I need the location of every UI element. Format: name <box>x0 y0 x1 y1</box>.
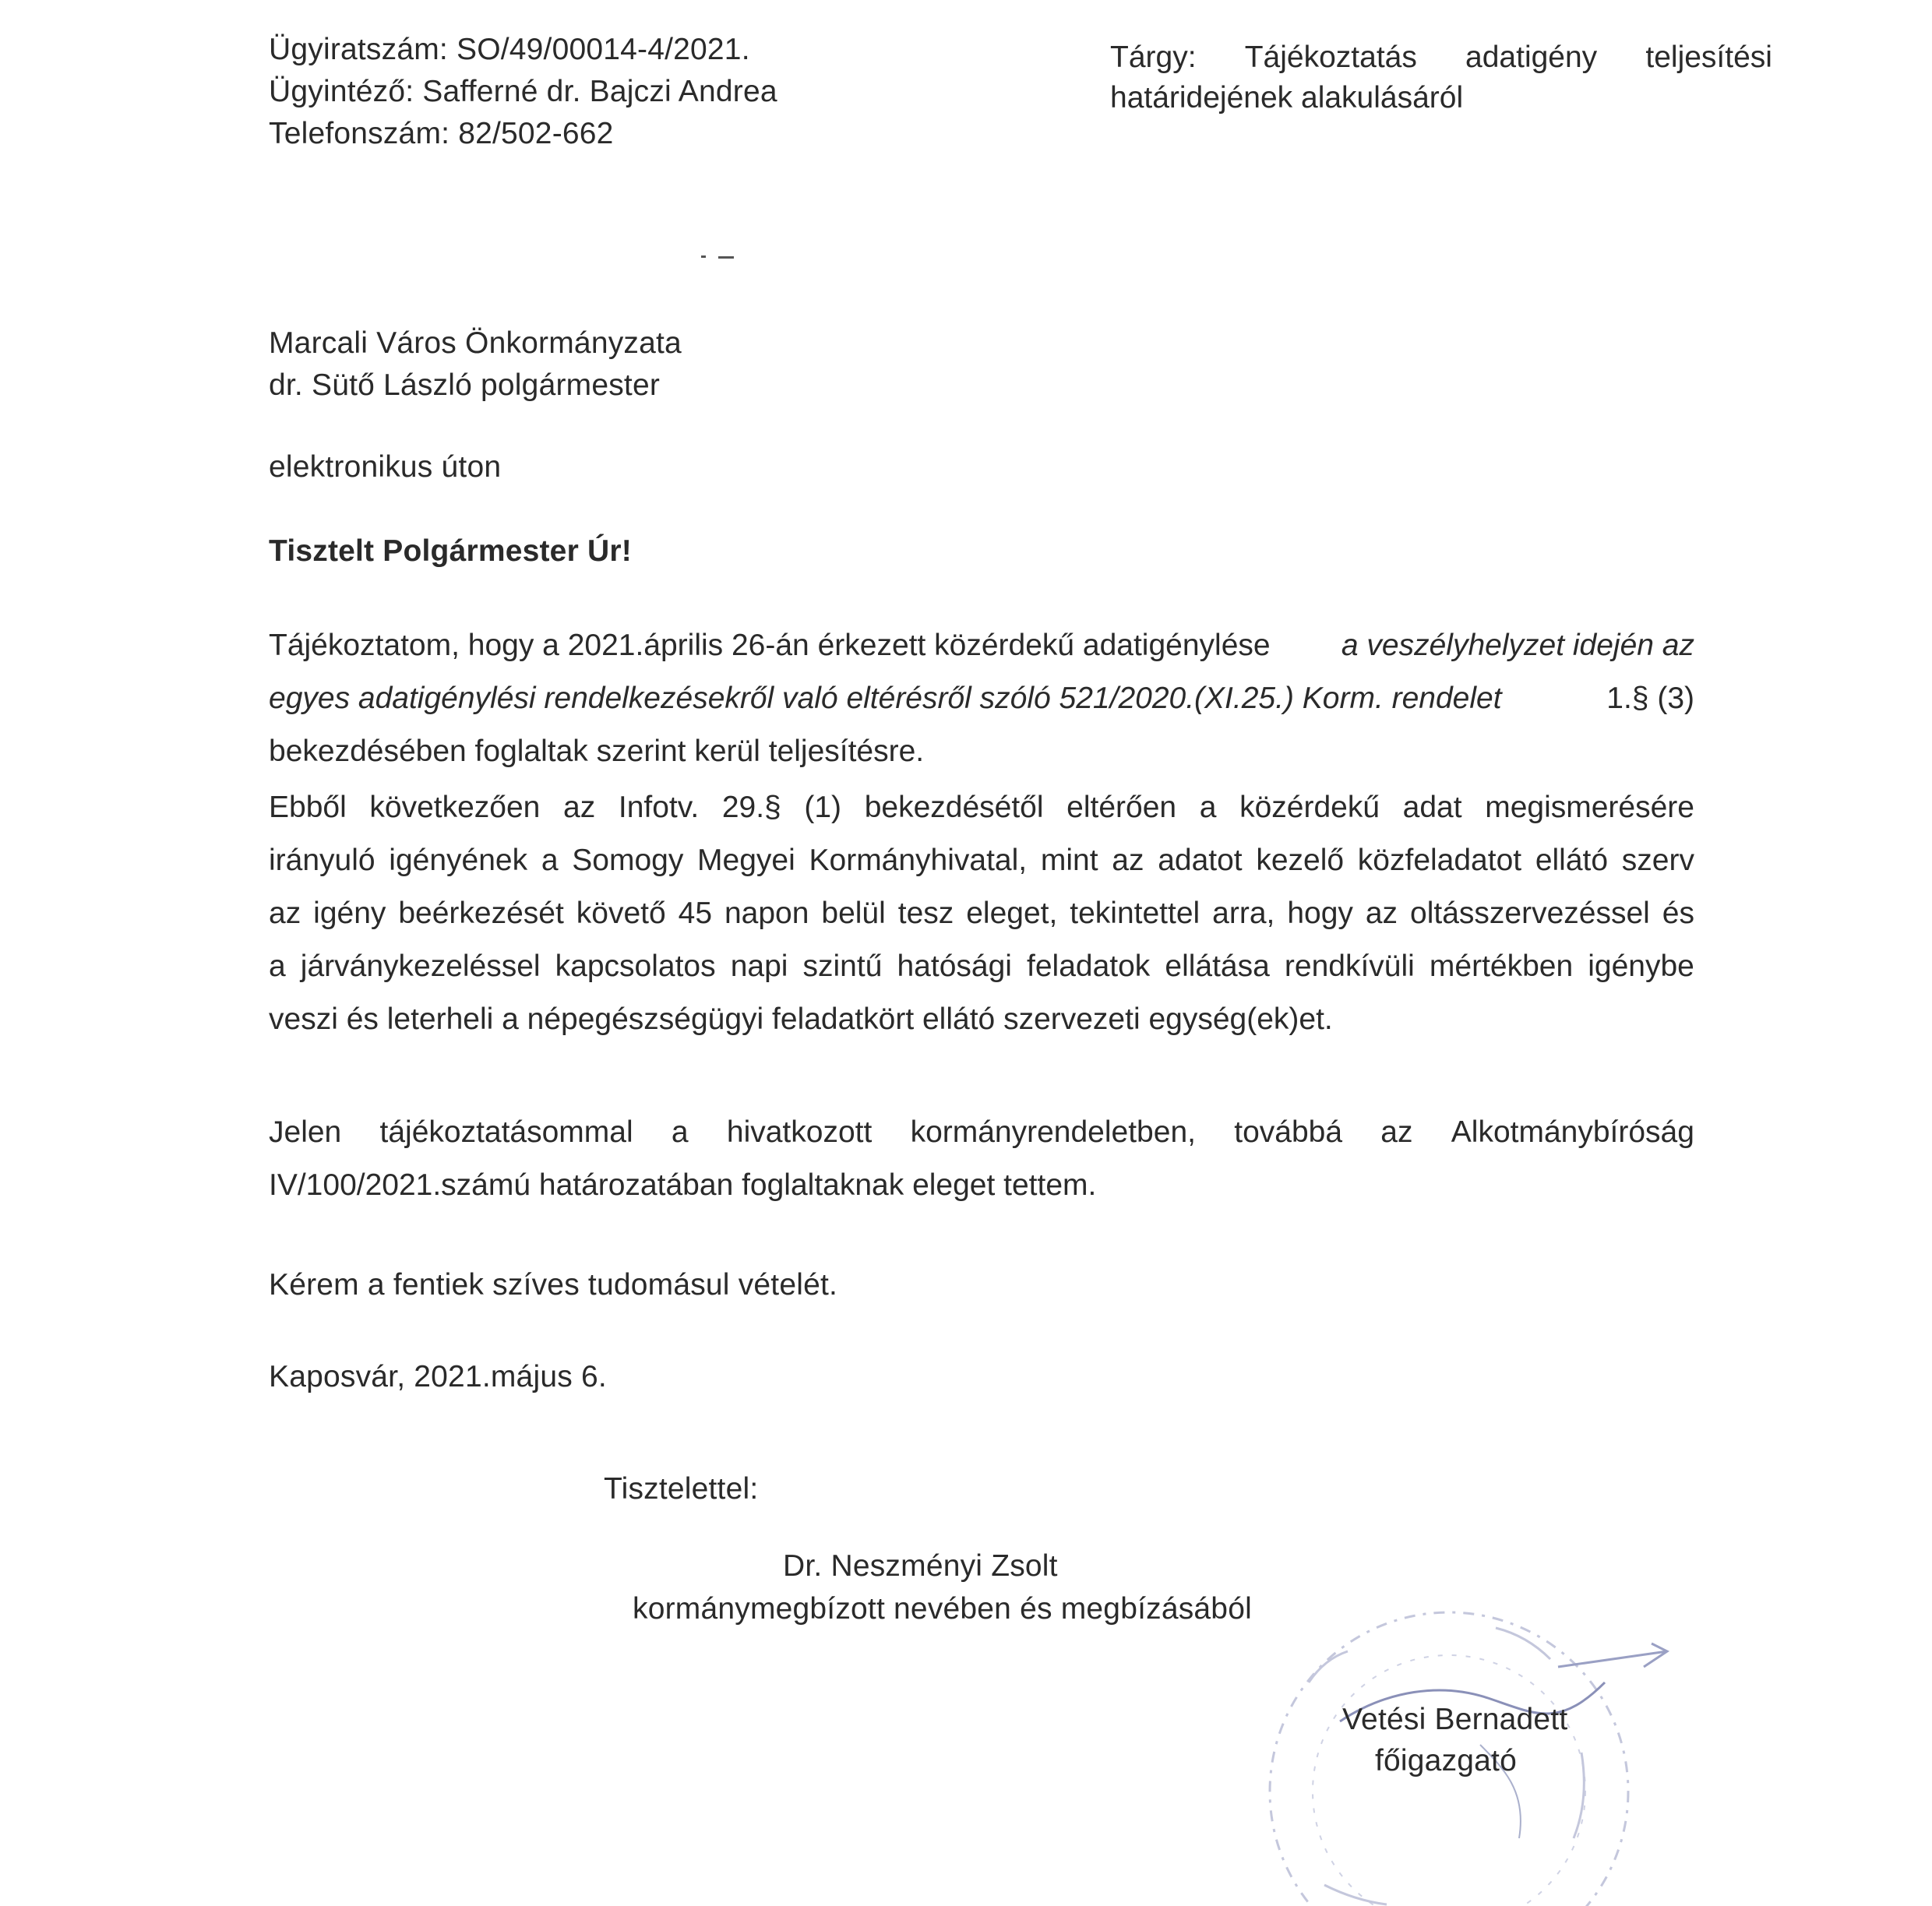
paragraph-word: rendkívüli <box>1284 949 1415 983</box>
paragraph-word: napi <box>730 949 788 983</box>
scan-mark <box>701 254 739 259</box>
paragraph-word: belül <box>821 897 886 930</box>
director-title: főigazgató <box>1375 1744 1517 1777</box>
case-officer: Ügyintéző: Safferné dr. Bajczi Andrea <box>269 75 777 108</box>
paragraph-word: továbbá <box>1234 1115 1343 1149</box>
paragraph-word: irányuló <box>269 844 375 877</box>
director-name: Vetési Bernadett <box>1342 1703 1568 1736</box>
paragraph-line <box>269 619 1694 672</box>
reference-block <box>269 30 777 156</box>
paragraph-line <box>269 993 1694 1046</box>
paragraph-line <box>269 834 1694 887</box>
paragraph-text: bekezdésében foglaltak szerint kerül teljesítésre. <box>269 735 925 768</box>
delivery-method: elektronikus úton <box>269 450 502 484</box>
paragraph-word: tekintettel <box>1070 897 1200 930</box>
paragraph-word: kapcsolatos <box>555 949 716 983</box>
paragraph-word: kormányrendeletben, <box>910 1115 1196 1149</box>
paragraph-word: bekezdésétől <box>864 791 1044 824</box>
subject-block <box>1110 37 1772 118</box>
subject-label: Tárgy: <box>1110 41 1197 74</box>
recipient-block <box>269 323 682 407</box>
paragraph-line <box>269 940 1694 993</box>
paragraph-word: Infotv. <box>618 791 700 824</box>
paragraph-line <box>269 887 1694 940</box>
paragraph-word: (1) <box>804 791 842 824</box>
paragraph-word: a <box>541 844 559 877</box>
subject-word: Tájékoztatás <box>1244 41 1417 74</box>
paragraph-text: veszi és leterheli a népegészségügyi feladatkört ellátó szervezeti egység(ek)et. <box>269 1002 1333 1036</box>
paragraph-text: Tájékoztatom, hogy a 2021.április 26-án érkezett közérdekű adatigénylése <box>269 629 1271 662</box>
paragraph-word: Megyei <box>697 844 795 877</box>
paragraph-word: eltérően <box>1066 791 1177 824</box>
paragraph-line <box>269 1106 1694 1159</box>
paragraph-word: beérkezését <box>398 897 564 930</box>
paragraph-word: a <box>1199 791 1217 824</box>
paragraph-3 <box>269 1106 1694 1212</box>
paragraph-word: Jelen <box>269 1115 342 1149</box>
paragraph-word: Somogy <box>572 844 684 877</box>
paragraph-word: kezelő <box>1256 844 1345 877</box>
salutation: Tisztelt Polgármester Úr! <box>269 534 632 568</box>
paragraph-word: hivatkozott <box>726 1115 873 1149</box>
paragraph-word: igényének <box>389 844 528 877</box>
paragraph-word: a <box>269 949 286 983</box>
paragraph-word: szintű <box>802 949 883 983</box>
paragraph-word: következően <box>369 791 541 824</box>
subject-word: teljesítési <box>1645 41 1772 74</box>
paragraph-word: Kormányhivatal, <box>809 844 1028 877</box>
paragraph-text-italic: a veszélyhelyzet idején az <box>1341 629 1694 662</box>
paragraph-word: az <box>1112 844 1144 877</box>
recipient-person: dr. Sütő László polgármester <box>269 368 661 402</box>
paragraph-word: adat <box>1402 791 1462 824</box>
paragraph-word: tesz <box>897 897 954 930</box>
paragraph-line <box>269 781 1694 834</box>
paragraph-line <box>269 725 1694 778</box>
paragraph-word: Alkotmánybíróság <box>1451 1115 1694 1149</box>
paragraph-word: 45 <box>678 897 713 930</box>
paragraph-line <box>269 1159 1694 1212</box>
place-and-date: Kaposvár, 2021.május 6. <box>269 1360 607 1393</box>
paragraph-word: adatot <box>1158 844 1243 877</box>
paragraph-text-italic: egyes adatigénylési rendelkezésekről való eltérésről szóló 521/2020.(XI.25.) Korm. rendelet <box>269 682 1502 715</box>
paragraph-word: közérdekű <box>1239 791 1380 824</box>
request-sentence: Kérem a fentiek szíves tudomásul vételét. <box>269 1268 838 1302</box>
paragraph-word: 29.§ <box>721 791 781 824</box>
paragraph-word: arra, <box>1212 897 1275 930</box>
paragraph-word: és <box>1662 897 1694 930</box>
paragraph-word: hatósági <box>897 949 1012 983</box>
paragraph-2 <box>269 781 1694 1046</box>
paragraph-1 <box>269 619 1694 778</box>
paragraph-word: igénybe <box>1588 949 1694 983</box>
paragraph-word: napon <box>724 897 809 930</box>
paragraph-word: járványkezeléssel <box>300 949 541 983</box>
paragraph-word: mértékben <box>1429 949 1574 983</box>
phone-number: Telefonszám: 82/502-662 <box>269 117 614 150</box>
paragraph-word: szerv <box>1621 844 1694 877</box>
signer-role: kormánymegbízott nevében és megbízásából <box>633 1592 1252 1626</box>
paragraph-text: IV/100/2021.számú határozatában foglaltaknak eleget tettem. <box>269 1168 1097 1202</box>
paragraph-word: igény <box>313 897 386 930</box>
paragraph-word: megismerésére <box>1485 791 1694 824</box>
paragraph-word: ellátó <box>1535 844 1609 877</box>
paragraph-word: mint <box>1040 844 1098 877</box>
paragraph-word: követő <box>576 897 666 930</box>
case-number: Ügyiratszám: SO/49/00014-4/2021. <box>269 33 750 66</box>
paragraph-word: feladatok <box>1027 949 1151 983</box>
subject-line-2: határidejének alakulásáról <box>1110 81 1464 115</box>
paragraph-word: az <box>269 897 301 930</box>
paragraph-word: Ebből <box>269 791 347 824</box>
recipient-organization: Marcali Város Önkormányzata <box>269 326 682 360</box>
closing-regards: Tisztelettel: <box>604 1472 759 1506</box>
subject-word: adatigény <box>1465 41 1598 74</box>
paragraph-word: közfeladatot <box>1357 844 1522 877</box>
paragraph-word: hogy <box>1287 897 1353 930</box>
paragraph-word: az <box>1380 1115 1413 1149</box>
signer-name: Dr. Neszményi Zsolt <box>783 1549 1058 1583</box>
paragraph-text: 1.§ (3) <box>1606 682 1694 715</box>
paragraph-word: a <box>671 1115 689 1149</box>
paragraph-word: oltásszervezéssel <box>1410 897 1650 930</box>
paragraph-word: az <box>1365 897 1398 930</box>
paragraph-word: ellátása <box>1165 949 1270 983</box>
paragraph-word: tájékoztatásommal <box>379 1115 633 1149</box>
paragraph-word: az <box>563 791 596 824</box>
paragraph-word: eleget, <box>966 897 1058 930</box>
paragraph-line <box>269 672 1694 725</box>
subject-line-1 <box>1110 37 1772 78</box>
